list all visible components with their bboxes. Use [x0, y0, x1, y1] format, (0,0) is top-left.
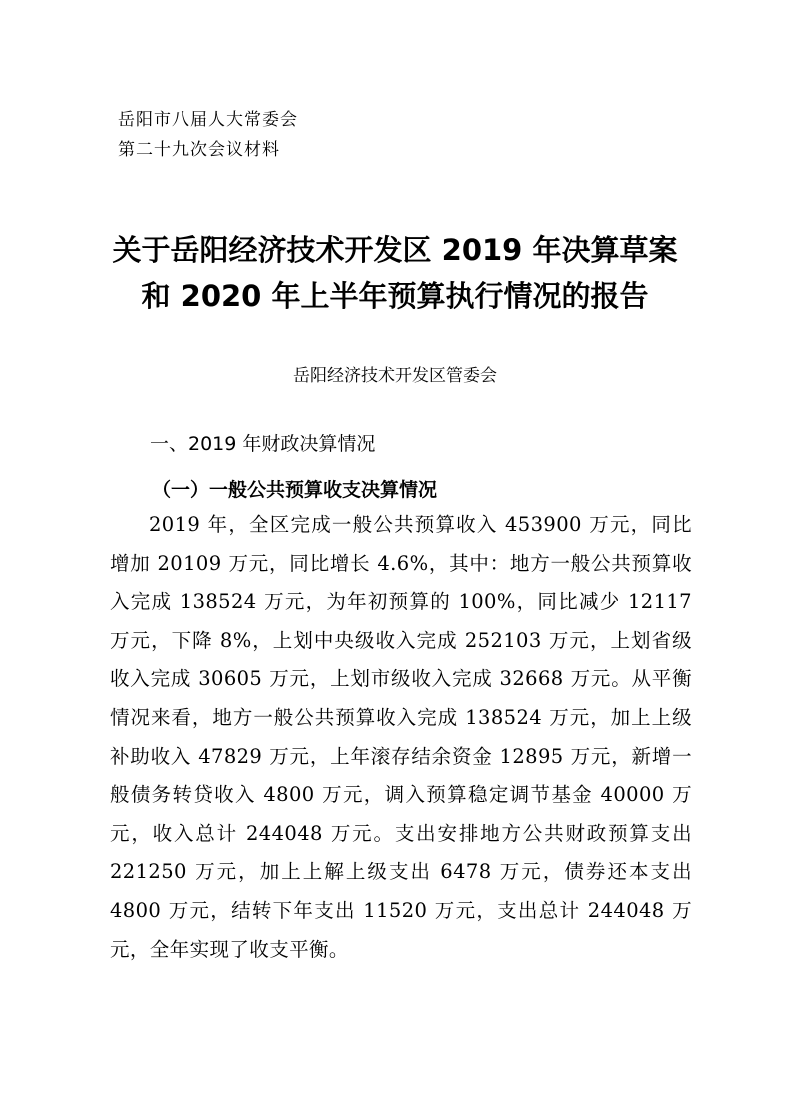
meeting-label-line1: 岳阳市八届人大常委会: [118, 110, 298, 130]
report-title-line1: 关于岳阳经济技术开发区 2019 年决算草案: [112, 233, 678, 267]
report-title-line2: 和 2020 年上半年预算执行情况的报告: [141, 279, 649, 313]
subsection-heading: （一）一般公共预算收支决算情况: [152, 479, 438, 501]
body-paragraph: 2019 年，全区完成一般公共预算收入 453900 万元，同比增加 20109 万元，同比增长 4.6%，其中：地方一般公共预算收入完成 138524 万元，为年初预算的 100%，同比减少 12117 万元，下降 8%，上划中央级收入完成 252103 万元，上划省级收入完成 30605 万元，上划市级收入完成 32668 万元。从平衡情况来看，地方一般公共预算收入完成 138524 万元，加上上级补助收入 47829 万元，上年滚存结余资金 12895 万元，新增一般债务转贷收入 4800 万元，调入预算稳定调节基金 40000 万元，收入总计 244048 万元。支出安排地方公共财政预算支出 221250 万元，加上上解上级支出 6478 万元，债券还本支出 4800 万元，结转下年支出 11520 万元，支出总计 244048 万元，全年实现了收支平衡。: [110, 513, 692, 961]
section-heading: 一、2019 年财政决算情况: [150, 433, 376, 455]
meeting-label-line2: 第二十九次会议材料: [118, 140, 280, 160]
issuing-organization: 岳阳经济技术开发区管委会: [293, 366, 497, 386]
